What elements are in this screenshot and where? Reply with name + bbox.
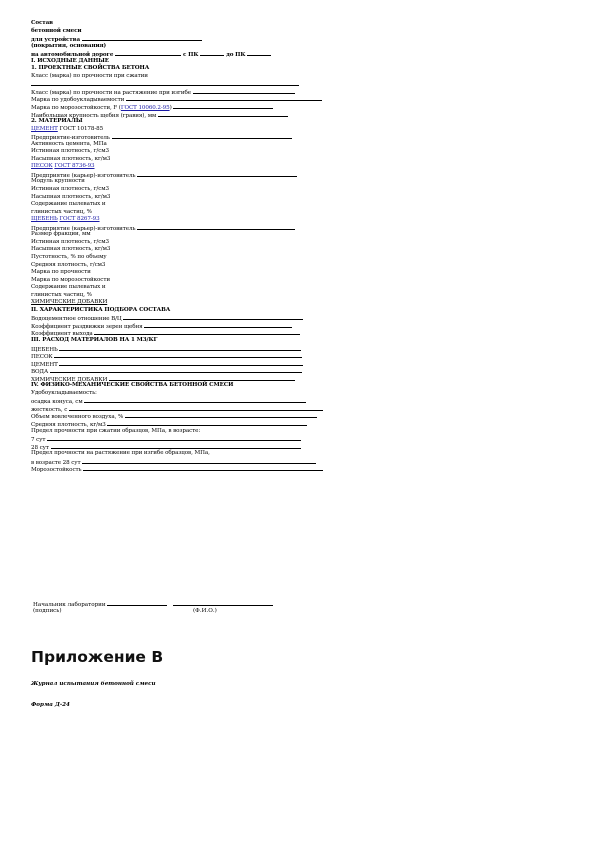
workability-label: Удобоукладываемость:	[31, 389, 97, 396]
water-consumption-blank[interactable]	[50, 367, 302, 373]
gost-8736-link[interactable]: ГОСТ 8736-93	[54, 163, 95, 170]
gravel-avg-density-label: Средняя плотность, г/см3	[31, 261, 106, 268]
gravel-strength-label: Марка по прочности	[31, 269, 91, 276]
gost-10060-link[interactable]: ГОСТ 10060.2-95	[120, 105, 170, 112]
stiffness-line: жесткость, с	[31, 405, 361, 413]
frost-grade-blank[interactable]	[173, 103, 273, 109]
cement-manufacturer-blank[interactable]	[112, 133, 292, 139]
strength-7-days-line: 7 сут	[31, 435, 361, 443]
sand-fineness-label: Модуль крупности	[31, 178, 85, 185]
gravel-manufacturer-blank[interactable]	[137, 224, 295, 230]
gravel-frost-label: Марка по морозостойкости	[31, 276, 110, 283]
gravel-consumption-blank[interactable]	[59, 345, 301, 351]
name-blank[interactable]	[173, 600, 273, 606]
max-aggregate-blank[interactable]	[158, 111, 288, 117]
yield-coefficient-blank[interactable]	[94, 329, 300, 335]
pk-from-blank[interactable]	[200, 50, 224, 56]
purpose-hint: (покрытия, основания)	[31, 42, 107, 49]
water-cement-ratio-blank[interactable]	[123, 314, 303, 320]
sand-link[interactable]: ПЕСОК	[31, 163, 53, 170]
bending-strength-label: Предел прочности на растяжение при изгибе образцов, МПа,	[31, 450, 210, 457]
bending-28-days-line: в возрасте 28 сут	[31, 458, 361, 466]
section-4-heading: IV. ФИЗИКО-МЕХАНИЧЕСКИЕ СВОЙСТВА БЕТОННОЙ СМЕСИ	[31, 382, 234, 389]
gost-8267-link[interactable]: ГОСТ 8267-93	[59, 216, 100, 223]
cement-consumption-blank[interactable]	[59, 360, 303, 366]
journal-title: Журнал испытания бетонной смеси	[31, 681, 156, 687]
bending-28-days-blank[interactable]	[82, 458, 316, 464]
frost-resistance-line: Морозостойкость	[31, 465, 361, 473]
chemical-additives-heading: ХИМИЧЕСКИЕ ДОБАВКИ	[31, 299, 108, 306]
compression-class-line	[31, 80, 361, 88]
spacing-coefficient-line: Коэффициент раздвижки зерен щебня	[31, 322, 361, 330]
gravel-link[interactable]: ЩЕБЕНЬ	[31, 216, 58, 223]
section-3-heading: III. РАСХОД МАТЕРИАЛОВ НА 1 М3/КГ	[31, 336, 158, 343]
sand-true-density-label: Истинная плотность, г/см3	[31, 186, 109, 193]
appendix-heading: Приложение В	[31, 648, 164, 666]
gravel-dust-label-1: Содержание пылеватых и	[31, 284, 106, 291]
gravel-true-density-label: Истинная плотность, г/см3	[31, 238, 109, 245]
road-line: на автомобильной дороге с ПК до ПК	[31, 50, 361, 58]
cement-activity-label: Активность цемента, МПа	[31, 140, 107, 147]
air-content-blank[interactable]	[125, 412, 317, 418]
sand-manufacturer-line: Предприятие (карьер)-изготовитель	[31, 171, 361, 179]
workability-grade-blank[interactable]	[126, 95, 322, 101]
strength-28-days-blank[interactable]	[51, 443, 301, 449]
frost-grade-line: Марка по морозостойкости, F (ГОСТ 10060.2-95)	[31, 103, 361, 111]
compression-strength-label: Предел прочности при сжатии образцов, МПа, в возрасте:	[31, 427, 201, 434]
stiffness-blank[interactable]	[69, 405, 323, 411]
signature-block	[33, 600, 363, 615]
yield-coefficient-line: Коэффициент выхода	[31, 329, 361, 337]
water-consumption-line: ВОДА	[31, 367, 361, 375]
slump-blank[interactable]	[84, 397, 306, 403]
sand-heading	[31, 163, 361, 171]
additives-consumption-blank[interactable]	[109, 375, 295, 381]
signature-blank[interactable]	[107, 600, 167, 606]
sand-consumption-blank[interactable]	[54, 352, 302, 358]
section-1-heading: I. ИСХОДНЫЕ ДАННЫЕ	[31, 57, 109, 64]
form-title: Состав	[31, 20, 53, 26]
form-subtitle: бетонной смеси	[31, 27, 82, 34]
cement-consumption-line: ЦЕМЕНТ	[31, 360, 361, 368]
spacing-coefficient-blank[interactable]	[144, 322, 292, 328]
signature-captions	[33, 608, 363, 616]
signature-line: Начальник лаборатории	[33, 600, 363, 608]
water-cement-ratio-line: Водоцементное отношение В/Ц	[31, 314, 361, 322]
frost-resistance-blank[interactable]	[83, 465, 323, 471]
additives-consumption-line: ХИМИЧЕСКИЕ ДОБАВКИ	[31, 375, 361, 383]
bending-class-blank[interactable]	[193, 88, 295, 94]
purpose-line: для устройства	[31, 35, 361, 43]
sand-bulk-density-label: Насыпная плотность, кг/м3	[31, 193, 111, 200]
gravel-dust-label-2: глинистых частиц, %	[31, 291, 92, 298]
sand-consumption-line: ПЕСОК	[31, 352, 361, 360]
subsection-materials: 2. МАТЕРИАЛЫ	[31, 118, 83, 125]
compression-class-label: Класс (марка) по прочности при сжатии	[31, 72, 148, 79]
cement-bulk-density-label: Насыпная плотность, кг/м3	[31, 155, 111, 162]
mix-density-line: Средняя плотность, кг/м3	[31, 420, 361, 428]
strength-28-days-line: 28 сут	[31, 443, 361, 451]
workability-grade-line: Марка по удобоукладываемости	[31, 95, 361, 103]
mix-density-blank[interactable]	[107, 420, 307, 426]
gravel-bulk-density-label: Насыпная плотность, кг/м3	[31, 246, 111, 253]
bending-class-line: Класс (марка) по прочности на растяжение при изгибе	[31, 88, 361, 96]
road-blank[interactable]	[115, 50, 181, 56]
section-2-heading: II. ХАРАКТЕРИСТИКА ПОДБОРА СОСТАВА	[31, 306, 171, 313]
name-caption: (Ф.И.О.)	[193, 607, 217, 614]
gravel-consumption-line: ЩЕБЕНЬ	[31, 345, 361, 353]
strength-7-days-blank[interactable]	[47, 435, 301, 441]
sand-manufacturer-blank[interactable]	[137, 171, 297, 177]
cement-manufacturer-line: Предприятие-изготовитель	[31, 133, 361, 141]
sand-dust-label-2: глинистых частиц, %	[31, 208, 92, 215]
slump-line: осадка конуса, см	[31, 397, 361, 405]
cement-link[interactable]: ЦЕМЕНТ	[31, 125, 58, 132]
gravel-voids-label: Пустотность, % по объему	[31, 253, 107, 260]
gravel-fraction-label: Размер фракции, мм	[31, 231, 91, 238]
concrete-mix-composition-form	[31, 20, 361, 473]
gravel-heading	[31, 216, 361, 224]
air-content-line: Объем вовлеченного воздуха, %	[31, 412, 361, 420]
cement-true-density-label: Истинная плотность, г/см3	[31, 148, 109, 155]
gravel-manufacturer-line: Предприятие (карьер)-изготовитель	[31, 224, 361, 232]
compression-class-blank[interactable]	[31, 80, 299, 86]
purpose-blank[interactable]	[82, 35, 202, 41]
signature-caption: (подпись)	[33, 607, 62, 614]
max-aggregate-line: Наибольшая крупность щебня (гравия), мм	[31, 111, 361, 119]
pk-to-blank[interactable]	[247, 50, 271, 56]
sand-dust-label-1: Содержание пылеватых и	[31, 201, 106, 208]
form-number: Форма Д-24	[31, 702, 70, 708]
subsection-design-properties: 1. ПРОЕКТНЫЕ СВОЙСТВА БЕТОНА	[31, 65, 150, 72]
cement-heading: ЦЕМЕНТ ГОСТ 10178-85	[31, 125, 104, 132]
